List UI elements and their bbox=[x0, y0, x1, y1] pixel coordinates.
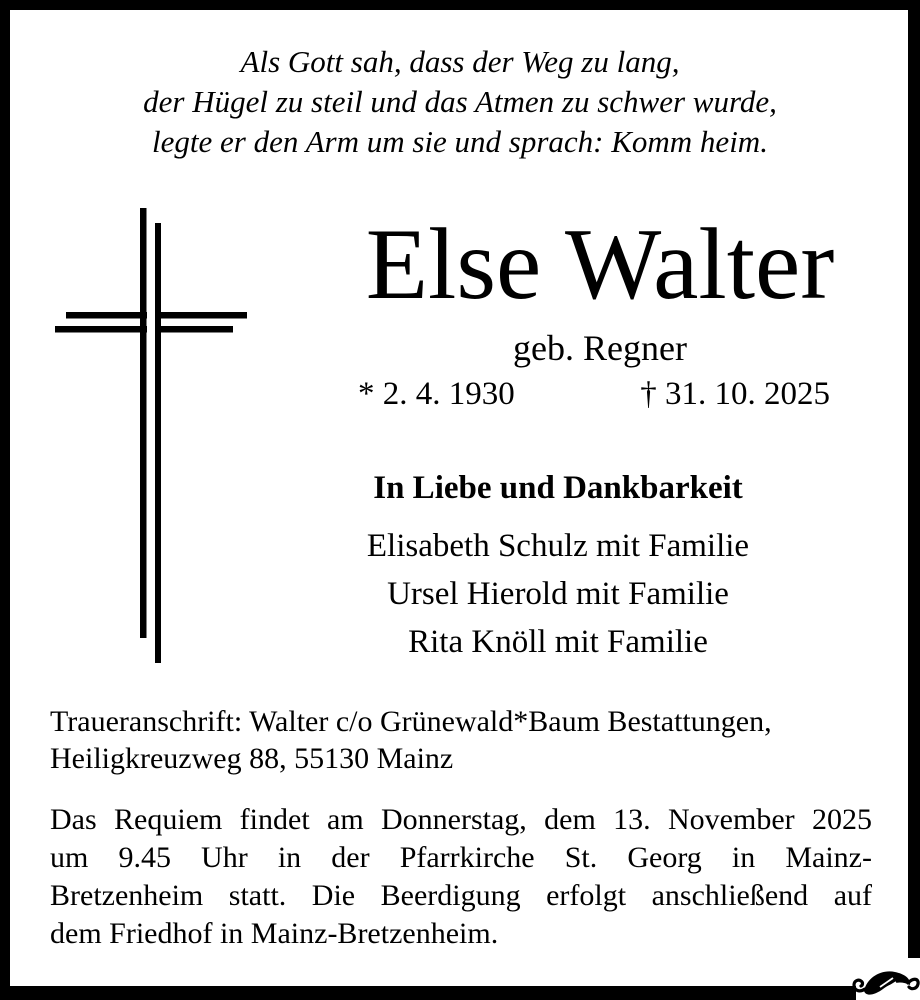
service-line: um 9.45 Uhr in der Pfarrkirche St. Georg in Mainz- bbox=[50, 841, 872, 874]
tribute-section bbox=[196, 468, 920, 666]
mourners-list bbox=[196, 522, 920, 666]
tribute-heading: In Liebe und Dankbarkeit bbox=[373, 470, 743, 506]
mourner-line: Rita Knöll mit Familie bbox=[408, 624, 708, 660]
mourner-line: Ursel Hierold mit Familie bbox=[387, 576, 729, 612]
mourner-line: Elisabeth Schulz mit Familie bbox=[366, 528, 750, 564]
leaf-flourish-icon bbox=[852, 962, 920, 1000]
deceased-name-block bbox=[270, 208, 920, 368]
frame-border-top bbox=[0, 0, 920, 10]
verse-line: Als Gott sah, dass der Weg zu lang, bbox=[240, 44, 680, 79]
deceased-name: Else Walter bbox=[365, 208, 835, 321]
service-line: Das Requiem findet am Donnerstag, dem 13. November 2025 bbox=[50, 803, 872, 836]
opening-verse bbox=[0, 42, 920, 162]
life-dates bbox=[358, 378, 830, 411]
frame-border-bottom bbox=[0, 986, 856, 1000]
birth-date: * 2. 4. 1930 bbox=[358, 376, 515, 412]
mourning-address bbox=[50, 703, 876, 777]
service-line: Bretzenheim statt. Die Beerdigung erfolgt anschließend auf bbox=[50, 879, 872, 912]
birth-name: geb. Regner bbox=[513, 328, 687, 368]
address-line: Traueranschrift: Walter c/o Grünewald*Baum Bestattungen, bbox=[50, 705, 772, 738]
verse-line: legte er den Arm um sie und sprach: Komm heim. bbox=[152, 124, 768, 159]
death-date: † 31. 10. 2025 bbox=[640, 376, 830, 412]
service-details bbox=[50, 801, 872, 953]
verse-line: der Hügel zu steil und das Atmen zu schwer wurde, bbox=[143, 84, 777, 119]
address-line: Heiligkreuzweg 88, 55130 Mainz bbox=[50, 742, 454, 775]
service-line: dem Friedhof in Mainz-Bretzenheim. bbox=[50, 917, 499, 950]
